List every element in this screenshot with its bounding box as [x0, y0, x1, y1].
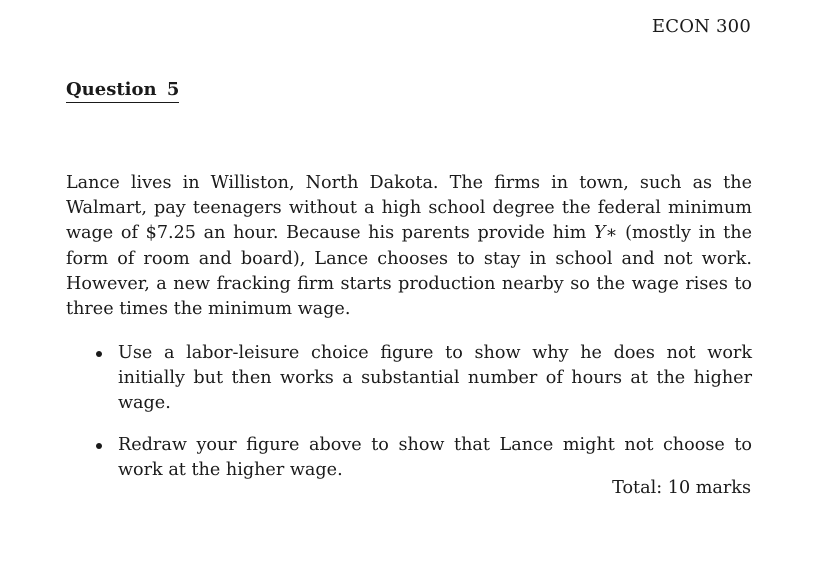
bullet-item — [66, 433, 752, 483]
bullet-text: Use a labor-leisure choice figure to show why he does not work initially but then works a substantial number of hours at the higher wage. — [118, 343, 752, 414]
paragraph-math-y-star: Y∗ — [593, 223, 618, 244]
bullet-item — [66, 341, 752, 417]
course-code: ECON 300 — [651, 16, 751, 37]
bullet-text: Redraw your figure above to show that Lance might not choose to work at the higher wage. — [118, 434, 752, 480]
bullet-dot-icon — [96, 351, 102, 357]
question-title: Question 5 — [66, 79, 179, 103]
bullet-dot-icon — [96, 443, 102, 449]
total-marks: Total: 10 marks — [612, 478, 751, 498]
paragraph-text-1: Lance lives in Williston, North Dakota. The firms in town, such as the Walmart, pay teenagers without a high school degree the federal minimum wage of $7.25 an hour. Because his parents provide him — [66, 173, 752, 244]
question-bullet-list — [66, 341, 752, 499]
question-paragraph — [66, 171, 752, 322]
paragraph-text-2: (mostly in the form of room and board), Lance chooses to stay in school and not work. However, a new fracking firm starts production nearby so the wage rises to three times the minimum wage. — [66, 223, 753, 320]
